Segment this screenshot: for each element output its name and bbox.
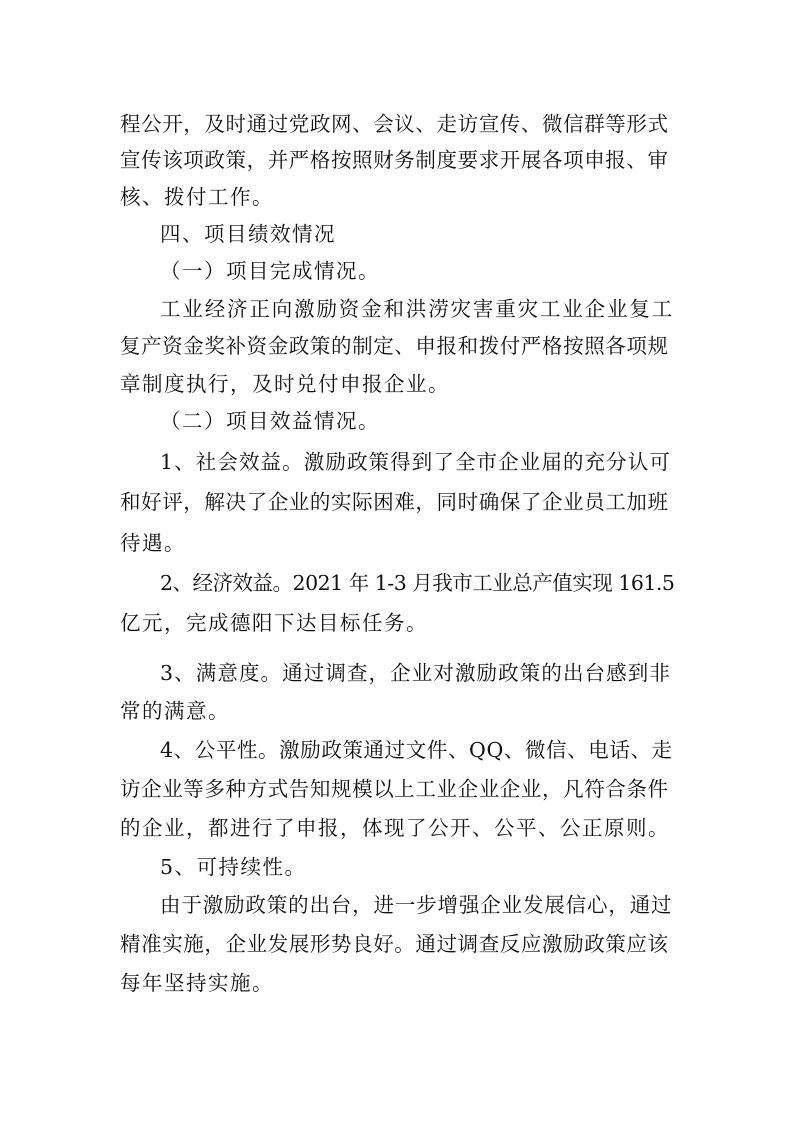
text-line: 程公开，及时通过党政网、会议、走访宣传、微信群等形式	[120, 112, 669, 136]
text-line: 和好评，解决了企业的实际困难，同时确保了企业员工加班	[120, 490, 669, 514]
text-line: 2、经济效益。2021 年 1-3 月我市工业总产值实现 161.5	[160, 571, 675, 595]
text-line: 复产资金奖补资金政策的制定、申报和拨付严格按照各项规	[120, 334, 669, 358]
text-line: 4、公平性。激励政策通过文件、QQ、微信、电话、走	[160, 738, 673, 762]
subsection-heading: （一）项目完成情况。	[160, 259, 380, 283]
text-line: 1、社会效益。激励政策得到了全市企业届的充分认可	[160, 450, 671, 474]
text-line: 亿元，完成德阳下达目标任务。	[120, 611, 428, 635]
text-line: 的企业，都进行了申报，体现了公开、公平、公正原则。	[120, 816, 670, 840]
subsection-heading: （二）项目效益情况。	[160, 409, 380, 433]
text-line: 宣传该项政策，并严格按照财务制度要求开展各项申报、审	[120, 148, 669, 172]
text-line: 工业经济正向激励资金和洪涝灾害重灾工业企业复工	[160, 297, 675, 321]
text-line: 每年坚持实施。	[120, 971, 274, 995]
text-line: 章制度执行，及时兑付申报企业。	[120, 372, 450, 396]
text-line: 5、可持续性。	[160, 855, 307, 879]
text-line: 3、满意度。通过调查，企业对激励政策的出台感到非	[160, 661, 671, 685]
text-line: 访企业等多种方式告知规模以上工业企业企业，凡符合条件	[120, 777, 669, 801]
section-heading: 四、项目绩效情况	[160, 222, 336, 246]
text-line: 待遇。	[120, 531, 186, 555]
text-line: 核、拨付工作。	[120, 185, 274, 209]
text-line: 由于激励政策的出台，进一步增强企业发展信心，通过	[160, 893, 673, 917]
text-line: 精准实施，企业发展形势良好。通过调查反应激励政策应该	[120, 932, 669, 956]
text-line: 常的满意。	[120, 699, 230, 723]
